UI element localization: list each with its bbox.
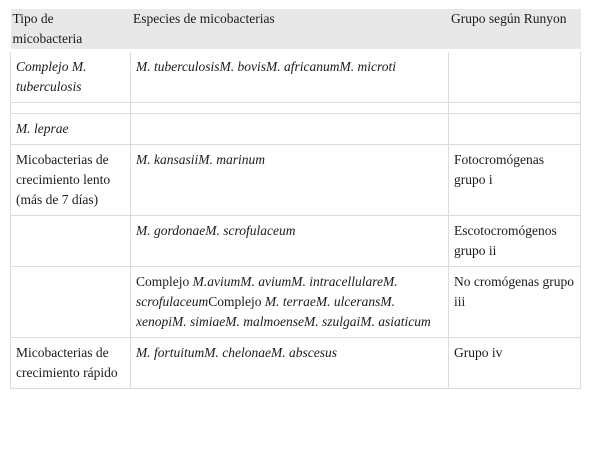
header-row	[11, 9, 581, 51]
cell-especies: M. gordonaeM. scrofulaceum	[131, 216, 449, 267]
cell-tipo: Complejo M. tuberculosis	[11, 51, 131, 103]
table-row	[11, 267, 581, 338]
cell-grupo: Escotocromógenos grupo ii	[449, 216, 581, 267]
cell-grupo: No cromógenas grupo iii	[449, 267, 581, 338]
cell-especies: M. kansasiiM. marinum	[131, 145, 449, 216]
table-row	[11, 338, 581, 389]
spacer-cell	[11, 103, 131, 114]
table-row	[11, 114, 581, 145]
header-grupo: Grupo según Runyon	[449, 9, 581, 51]
cell-tipo: Micobacterias de crecimiento rápido	[11, 338, 131, 389]
table-row	[11, 145, 581, 216]
cell-grupo: Grupo iv	[449, 338, 581, 389]
table-header	[11, 9, 581, 51]
cell-tipo: M. leprae	[11, 114, 131, 145]
mycobacteria-table	[10, 9, 581, 389]
species-prefix: Complejo	[208, 294, 265, 309]
spacer-cell	[131, 103, 449, 114]
spacer-cell	[449, 103, 581, 114]
cell-grupo	[449, 114, 581, 145]
cell-tipo	[11, 216, 131, 267]
cell-grupo: Fotocromógenas grupo i	[449, 145, 581, 216]
table-row	[11, 51, 581, 103]
header-tipo: Tipo de micobacteria	[11, 9, 131, 51]
cell-especies	[131, 114, 449, 145]
species-list: M. terraeM. ulceransM. xenopiM. simiaeM. malmoenseM. szulgaiM. asiaticum	[136, 294, 431, 329]
species-prefix: Complejo	[136, 274, 193, 289]
cell-especies: M. fortuitumM. chelonaeM. abscesus	[131, 338, 449, 389]
cell-tipo	[11, 267, 131, 338]
cell-grupo	[449, 51, 581, 103]
spacer-row	[11, 103, 581, 114]
table-row	[11, 216, 581, 267]
species-list: M.aviumM. aviumM. intracellulareM. scrofulaceum	[136, 274, 398, 309]
table-body	[11, 51, 581, 389]
cell-tipo: Micobacterias de crecimiento lento (más de 7 días)	[11, 145, 131, 216]
cell-especies	[131, 267, 449, 338]
cell-especies: M. tuberculosisM. bovisM. africanumM. microti	[131, 51, 449, 103]
header-especies: Especies de micobacterias	[131, 9, 449, 51]
